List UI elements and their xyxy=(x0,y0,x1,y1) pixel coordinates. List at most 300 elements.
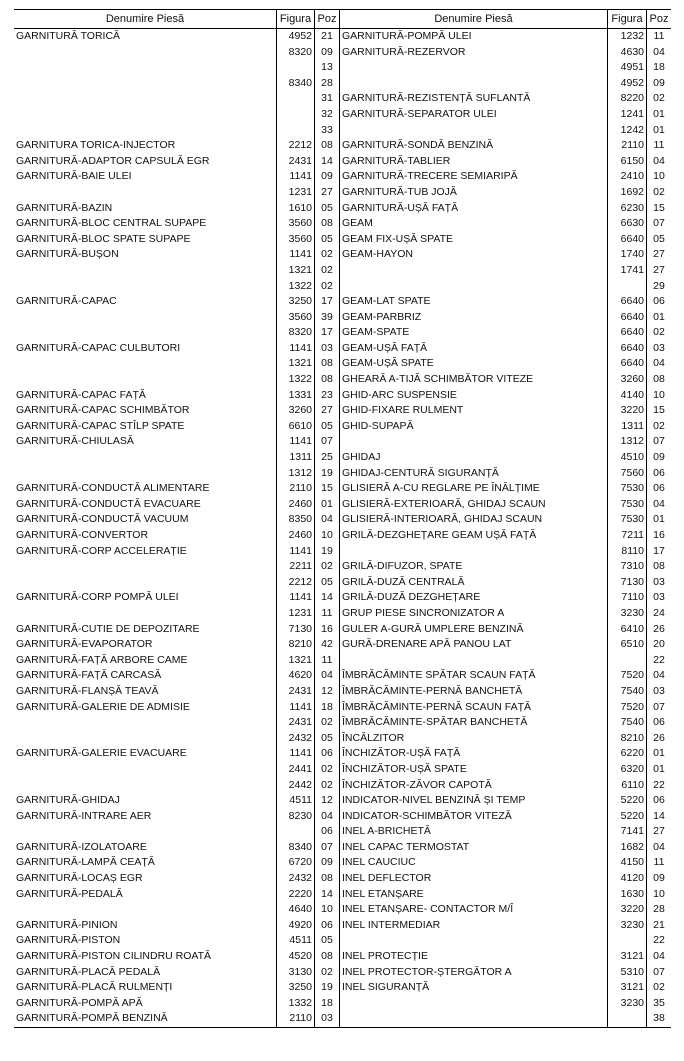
right-position-number-cell: 04 xyxy=(647,356,672,372)
table-row xyxy=(14,512,671,528)
right-part-name-cell: GHID-ARC SUSPENSIE xyxy=(342,388,457,401)
left-figure-number-cell: 1141 xyxy=(277,247,315,263)
left-position-number-cell: 10 xyxy=(315,902,340,918)
right-figure-number-cell xyxy=(608,1011,647,1027)
left-part-name-cell: GARNITURĂ-CAPAC SCHIMBĂTOR xyxy=(16,404,190,417)
left-figure-number-cell xyxy=(277,60,315,76)
right-position-number-cell: 26 xyxy=(647,731,672,747)
left-figure-number-cell: 3260 xyxy=(277,403,315,419)
left-part-name-cell: GARNITURĂ-CAPAC STÎLP SPATE xyxy=(16,419,185,432)
left-position-number-cell: 10 xyxy=(315,528,340,544)
right-position-number-cell: 03 xyxy=(647,341,672,357)
right-figure-number-cell: 6230 xyxy=(608,201,647,217)
right-figure-number-cell: 7560 xyxy=(608,466,647,482)
left-position-number-cell: 33 xyxy=(315,123,340,139)
left-figure-number-cell: 3560 xyxy=(277,232,315,248)
table-row xyxy=(14,419,671,435)
table-row xyxy=(14,715,671,731)
right-figure-number-cell: 2110 xyxy=(608,138,647,154)
right-figure-number-cell: 8110 xyxy=(608,544,647,560)
right-position-number-cell: 22 xyxy=(647,653,672,669)
left-position-number-cell: 14 xyxy=(315,154,340,170)
right-name-header: Denumire Piesă xyxy=(340,10,608,29)
left-part-name-cell: GARNITURĂ-CONDUCTĂ VACUUM xyxy=(16,513,189,526)
right-position-number-cell: 01 xyxy=(647,746,672,762)
left-part-name-cell: GARNITURĂ-BLOC SPATE SUPAPE xyxy=(16,232,191,245)
right-position-header: Poz xyxy=(647,10,672,29)
parts-index-page xyxy=(14,9,671,1028)
right-part-name-cell: GARNITURĂ-TABLIER xyxy=(342,154,451,167)
left-figure-number-cell: 4952 xyxy=(277,29,315,45)
right-position-number-cell: 14 xyxy=(647,809,672,825)
left-figure-number-cell: 2432 xyxy=(277,871,315,887)
right-position-number-cell: 11 xyxy=(647,855,672,871)
right-position-number-cell: 24 xyxy=(647,606,672,622)
left-part-name-cell xyxy=(14,185,277,201)
right-part-name-cell: GRUP PIESE SINCRONIZATOR A xyxy=(342,606,505,619)
right-position-number-cell: 21 xyxy=(647,918,672,934)
right-part-name-cell: ÎNCĂLZITOR xyxy=(342,731,405,744)
left-position-number-cell: 12 xyxy=(315,684,340,700)
right-part-name-cell xyxy=(340,653,608,669)
right-part-name-cell: GARNITURĂ-REZERVOR xyxy=(342,45,466,58)
table-row xyxy=(14,559,671,575)
table-row xyxy=(14,341,671,357)
right-part-name-cell: ÎNCHIZĂTOR-UȘĂ FAȚĂ xyxy=(342,747,461,760)
left-part-name-cell xyxy=(14,325,277,341)
left-position-number-cell: 27 xyxy=(315,185,340,201)
left-figure-number-cell: 1322 xyxy=(277,372,315,388)
left-part-name-cell: GARNITURĂ-CONVERTOR xyxy=(16,529,149,541)
right-figure-number-cell: 4120 xyxy=(608,871,647,887)
left-part-name-cell xyxy=(14,372,277,388)
right-position-number-cell: 07 xyxy=(647,965,672,981)
right-part-name-cell: GEAM xyxy=(342,217,373,230)
left-position-number-cell: 06 xyxy=(315,746,340,762)
table-row xyxy=(14,933,671,949)
right-part-name-cell: GEAM-LAT SPATE xyxy=(342,295,431,308)
table-row xyxy=(14,746,671,762)
right-part-name-cell: GARNITURĂ-SONDĂ BENZINĂ xyxy=(342,139,494,152)
right-part-name-cell: INEL PROTECTOR-ȘTERGĂTOR A xyxy=(342,965,512,978)
right-figure-number-cell: 4140 xyxy=(608,388,647,404)
right-figure-number-cell xyxy=(608,653,647,669)
left-part-name-cell: GARNITURĂ-POMPĂ APĂ xyxy=(16,996,143,1009)
right-position-number-cell: 02 xyxy=(647,325,672,341)
table-row xyxy=(14,388,671,404)
left-position-number-cell: 08 xyxy=(315,138,340,154)
right-figure-number-cell: 4630 xyxy=(608,45,647,61)
table-row xyxy=(14,247,671,263)
left-position-header: Poz xyxy=(315,10,340,29)
left-part-name-cell: GARNITURĂ TORICĂ xyxy=(16,30,121,42)
left-part-name-cell xyxy=(14,91,277,107)
left-part-name-cell xyxy=(14,466,277,482)
left-part-name-cell xyxy=(14,778,277,794)
right-part-name-cell: INEL A-BRICHETĂ xyxy=(342,825,431,838)
left-part-name-cell: GARNITURĂ-ADAPTOR CAPSULĂ EGR xyxy=(16,154,210,167)
left-position-number-cell: 02 xyxy=(315,762,340,778)
left-position-number-cell: 05 xyxy=(315,201,340,217)
right-figure-number-cell: 6640 xyxy=(608,232,647,248)
right-position-number-cell: 07 xyxy=(647,700,672,716)
left-position-number-cell: 19 xyxy=(315,466,340,482)
table-row xyxy=(14,622,671,638)
table-row xyxy=(14,996,671,1012)
right-figure-number-cell: 8210 xyxy=(608,731,647,747)
left-part-name-cell xyxy=(14,310,277,326)
right-part-name-cell: GHEARĂ A-TIJĂ SCHIMBĂTOR VITEZE xyxy=(342,373,534,386)
right-part-name-cell: GARNITURĂ-REZISTENȚĂ SUFLANTĂ xyxy=(342,92,531,105)
table-row xyxy=(14,45,671,61)
right-figure-number-cell: 8220 xyxy=(608,91,647,107)
right-position-number-cell: 04 xyxy=(647,497,672,513)
left-part-name-cell: GARNITURĂ-CORP POMPĂ ULEI xyxy=(16,591,179,604)
right-position-number-cell: 38 xyxy=(647,1011,672,1027)
right-position-number-cell: 04 xyxy=(647,45,672,61)
right-figure-number-cell: 6220 xyxy=(608,746,647,762)
right-part-name-cell xyxy=(340,996,608,1012)
left-figure-number-cell: 4520 xyxy=(277,949,315,965)
left-part-name-cell xyxy=(14,263,277,279)
right-part-name-cell: GHID-SUPAPĂ xyxy=(342,419,414,432)
right-figure-number-cell xyxy=(608,279,647,295)
table-row xyxy=(14,544,671,560)
table-row xyxy=(14,169,671,185)
left-part-name-cell: GARNITURĂ-CONDUCTĂ EVACUARE xyxy=(16,497,201,510)
left-part-name-cell xyxy=(14,824,277,840)
right-figure-number-cell: 4951 xyxy=(608,60,647,76)
left-figure-number-cell: 1321 xyxy=(277,653,315,669)
right-part-name-cell: GEAM-SPATE xyxy=(342,326,410,339)
right-figure-number-cell: 6640 xyxy=(608,294,647,310)
right-part-name-cell xyxy=(340,279,608,295)
table-row xyxy=(14,76,671,92)
left-part-name-cell: GARNITURĂ-PLACĂ PEDALĂ xyxy=(16,965,161,978)
table-row xyxy=(14,325,671,341)
left-position-number-cell: 03 xyxy=(315,1011,340,1027)
left-position-number-cell: 21 xyxy=(315,29,340,45)
left-figure-number-cell: 1231 xyxy=(277,185,315,201)
left-part-name-cell xyxy=(14,123,277,139)
left-figure-number-cell: 6720 xyxy=(277,855,315,871)
right-figure-number-cell: 3220 xyxy=(608,403,647,419)
right-part-name-cell: GEAM-UȘĂ SPATE xyxy=(342,357,434,370)
table-row xyxy=(14,232,671,248)
left-part-name-cell: GARNITURĂ-CUTIE DE DEPOZITARE xyxy=(16,622,200,635)
table-row xyxy=(14,778,671,794)
left-position-number-cell: 05 xyxy=(315,575,340,591)
right-position-number-cell: 05 xyxy=(647,232,672,248)
left-part-name-cell: GARNITURĂ-EVAPORATOR xyxy=(16,638,153,651)
left-position-number-cell: 08 xyxy=(315,871,340,887)
left-part-name-cell: GARNITURA TORICA-INJECTOR xyxy=(16,139,176,152)
table-row xyxy=(14,263,671,279)
left-figure-number-cell: 6610 xyxy=(277,419,315,435)
right-part-name-cell: INDICATOR-NIVEL BENZINĂ ȘI TEMP xyxy=(342,794,526,807)
right-position-number-cell: 03 xyxy=(647,575,672,591)
right-figure-number-cell: 6410 xyxy=(608,622,647,638)
left-figure-number-cell: 8320 xyxy=(277,325,315,341)
right-part-name-cell: GHID-FIXARE RULMENT xyxy=(342,404,464,417)
right-position-number-cell: 02 xyxy=(647,185,672,201)
left-figure-number-cell: 8340 xyxy=(277,840,315,856)
left-position-number-cell: 42 xyxy=(315,637,340,653)
left-figure-number-cell: 8210 xyxy=(277,637,315,653)
left-position-number-cell: 08 xyxy=(315,356,340,372)
left-position-number-cell: 05 xyxy=(315,232,340,248)
table-row xyxy=(14,965,671,981)
left-part-name-cell xyxy=(14,279,277,295)
table-row xyxy=(14,481,671,497)
right-figure-number-cell: 6640 xyxy=(608,341,647,357)
right-position-number-cell: 04 xyxy=(647,840,672,856)
right-part-name-cell: INEL PROTECȚIE xyxy=(342,950,428,963)
table-row xyxy=(14,871,671,887)
table-row xyxy=(14,918,671,934)
right-part-name-cell: INEL ETANȘARE- CONTACTOR M/Î xyxy=(342,903,514,916)
left-figure-number-cell: 1311 xyxy=(277,450,315,466)
left-part-name-cell: GARNITURĂ-FLANȘĂ TEAVĂ xyxy=(16,684,159,697)
right-figure-number-cell: 1242 xyxy=(608,123,647,139)
right-part-name-cell: GEAM-HAYON xyxy=(342,248,413,261)
left-figure-number-cell: 4920 xyxy=(277,918,315,934)
left-position-number-cell: 11 xyxy=(315,653,340,669)
table-row xyxy=(14,403,671,419)
left-figure-number-cell: 8230 xyxy=(277,809,315,825)
left-position-number-cell: 19 xyxy=(315,980,340,996)
left-position-number-cell: 39 xyxy=(315,310,340,326)
table-row xyxy=(14,107,671,123)
left-figure-number-cell: 1321 xyxy=(277,356,315,372)
left-figure-number-cell: 2431 xyxy=(277,154,315,170)
table-row xyxy=(14,279,671,295)
table-body xyxy=(14,29,671,1028)
right-position-number-cell: 27 xyxy=(647,263,672,279)
right-part-name-cell: ÎNCHIZĂTOR-UȘĂ SPATE xyxy=(342,762,467,775)
right-position-number-cell: 03 xyxy=(647,684,672,700)
right-figure-number-cell: 7130 xyxy=(608,575,647,591)
right-part-name-cell: GEAM-UȘĂ FAȚĂ xyxy=(342,341,428,354)
right-position-number-cell: 15 xyxy=(647,201,672,217)
table-row xyxy=(14,450,671,466)
right-figure-number-cell: 6630 xyxy=(608,216,647,232)
left-figure-number-cell: 8340 xyxy=(277,76,315,92)
left-position-number-cell: 28 xyxy=(315,76,340,92)
right-figure-number-cell: 3230 xyxy=(608,606,647,622)
left-part-name-cell: GARNITURĂ-LOCAȘ EGR xyxy=(16,872,143,885)
right-part-name-cell xyxy=(340,123,608,139)
left-part-name-cell: GARNITURĂ-CORP ACCELERAȚIE xyxy=(16,544,187,557)
left-figure-number-cell: 4620 xyxy=(277,668,315,684)
left-position-number-cell: 04 xyxy=(315,809,340,825)
left-position-number-cell: 16 xyxy=(315,622,340,638)
table-row xyxy=(14,372,671,388)
left-part-name-cell xyxy=(14,60,277,76)
left-position-number-cell: 19 xyxy=(315,544,340,560)
right-figure-number-cell: 6640 xyxy=(608,356,647,372)
left-part-name-cell xyxy=(14,606,277,622)
left-part-name-cell: GARNITURĂ-CAPAC CULBUTORI xyxy=(16,341,181,354)
left-part-name-cell xyxy=(14,902,277,918)
right-figure-number-cell: 1312 xyxy=(608,434,647,450)
left-figure-number-cell: 2442 xyxy=(277,778,315,794)
table-row xyxy=(14,294,671,310)
left-part-name-cell: GARNITURĂ-IZOLATOARE xyxy=(16,840,147,853)
left-position-number-cell: 32 xyxy=(315,107,340,123)
left-position-number-cell: 14 xyxy=(315,590,340,606)
table-row xyxy=(14,980,671,996)
left-position-number-cell: 15 xyxy=(315,481,340,497)
right-figure-number-cell: 6320 xyxy=(608,762,647,778)
left-figure-number-cell xyxy=(277,824,315,840)
left-figure-number-cell: 2441 xyxy=(277,762,315,778)
left-figure-number-cell: 1321 xyxy=(277,263,315,279)
left-part-name-cell: GARNITURĂ-INTRARE AER xyxy=(16,809,152,822)
left-figure-number-cell: 4640 xyxy=(277,902,315,918)
left-position-number-cell: 02 xyxy=(315,263,340,279)
right-part-name-cell: GURĂ-DRENARE APĂ PANOU LAT xyxy=(342,638,512,651)
left-position-number-cell: 27 xyxy=(315,403,340,419)
left-part-name-cell xyxy=(14,76,277,92)
table-header-row xyxy=(14,10,671,29)
left-figure-number-cell: 1610 xyxy=(277,201,315,217)
right-figure-number-cell: 1630 xyxy=(608,887,647,903)
left-position-number-cell: 13 xyxy=(315,60,340,76)
left-position-number-cell: 06 xyxy=(315,918,340,934)
right-part-name-cell: GARNITURĂ-SEPARATOR ULEI xyxy=(342,107,497,120)
table-row xyxy=(14,216,671,232)
left-part-name-cell: GARNITURĂ-GHIDAJ xyxy=(16,794,120,807)
left-position-number-cell: 31 xyxy=(315,91,340,107)
right-part-name-cell: INEL INTERMEDIAR xyxy=(342,918,441,931)
table-row xyxy=(14,497,671,513)
right-part-name-cell: GEAM FIX-UȘĂ SPATE xyxy=(342,232,454,245)
right-position-number-cell: 06 xyxy=(647,793,672,809)
right-figure-number-cell: 7540 xyxy=(608,684,647,700)
left-figure-number-cell: 1331 xyxy=(277,388,315,404)
right-figure-number-cell xyxy=(608,933,647,949)
left-part-name-cell: GARNITURĂ-CAPAC FAȚĂ xyxy=(16,388,146,401)
table-row xyxy=(14,185,671,201)
right-figure-number-cell: 5220 xyxy=(608,809,647,825)
right-position-number-cell: 06 xyxy=(647,715,672,731)
left-part-name-cell: GARNITURĂ-CONDUCTĂ ALIMENTARE xyxy=(16,482,210,495)
right-part-name-cell: GARNITURĂ-TUB JOJĂ xyxy=(342,185,457,198)
left-position-number-cell: 17 xyxy=(315,294,340,310)
right-figure-number-cell: 7110 xyxy=(608,590,647,606)
left-figure-number-cell: 1231 xyxy=(277,606,315,622)
table-row xyxy=(14,310,671,326)
right-figure-number-cell: 6640 xyxy=(608,325,647,341)
right-figure-number-cell: 3260 xyxy=(608,372,647,388)
left-figure-number-cell xyxy=(277,91,315,107)
right-part-name-cell: GHIDAJ-CENTURĂ SIGURANȚĂ xyxy=(342,466,499,479)
table-row xyxy=(14,1011,671,1027)
left-position-number-cell: 02 xyxy=(315,778,340,794)
right-figure-number-cell: 3220 xyxy=(608,902,647,918)
left-figure-number-cell: 1141 xyxy=(277,590,315,606)
right-figure-number-cell: 3230 xyxy=(608,918,647,934)
left-part-name-cell: GARNITURĂ-LAMPĂ CEAȚĂ xyxy=(16,856,155,869)
right-part-name-cell: GRILĂ-DUZĂ DEZGHEȚARE xyxy=(342,591,481,604)
right-position-number-cell: 01 xyxy=(647,107,672,123)
right-position-number-cell: 28 xyxy=(647,902,672,918)
left-part-name-cell: GARNITURĂ-BLOC CENTRAL SUPAPE xyxy=(16,217,207,230)
left-position-number-cell: 02 xyxy=(315,965,340,981)
table-row xyxy=(14,138,671,154)
left-part-name-cell xyxy=(14,575,277,591)
right-figure-number-cell: 1682 xyxy=(608,840,647,856)
right-part-name-cell xyxy=(340,544,608,560)
right-position-number-cell: 04 xyxy=(647,154,672,170)
right-position-number-cell: 01 xyxy=(647,310,672,326)
right-position-number-cell: 10 xyxy=(647,388,672,404)
right-figure-number-cell: 7211 xyxy=(608,528,647,544)
right-figure-number-cell: 1740 xyxy=(608,247,647,263)
left-figure-number-cell: 2431 xyxy=(277,684,315,700)
left-part-name-cell: GARNITURĂ-FAȚĂ ARBORE CAME xyxy=(16,653,188,666)
right-position-number-cell: 17 xyxy=(647,544,672,560)
right-figure-number-cell: 6110 xyxy=(608,778,647,794)
left-position-number-cell: 04 xyxy=(315,668,340,684)
left-part-name-cell xyxy=(14,559,277,575)
right-figure-number-cell: 7530 xyxy=(608,512,647,528)
left-position-number-cell: 02 xyxy=(315,279,340,295)
left-part-name-cell: GARNITURĂ-BAIE ULEI xyxy=(16,170,132,183)
table-row xyxy=(14,29,671,45)
right-position-number-cell: 04 xyxy=(647,668,672,684)
left-part-name-cell: GARNITURĂ-PISTON xyxy=(16,934,121,947)
right-position-number-cell: 09 xyxy=(647,76,672,92)
right-part-name-cell xyxy=(340,60,608,76)
left-position-number-cell: 07 xyxy=(315,434,340,450)
left-figure-number-cell: 1332 xyxy=(277,996,315,1012)
right-part-name-cell xyxy=(340,263,608,279)
table-row xyxy=(14,668,671,684)
right-position-number-cell: 10 xyxy=(647,169,672,185)
left-figure-number-cell: 3250 xyxy=(277,980,315,996)
right-position-number-cell: 06 xyxy=(647,481,672,497)
left-position-number-cell: 09 xyxy=(315,45,340,61)
left-figure-number-cell: 7130 xyxy=(277,622,315,638)
left-position-number-cell: 05 xyxy=(315,933,340,949)
right-figure-number-cell: 4952 xyxy=(608,76,647,92)
left-part-name-cell xyxy=(14,715,277,731)
right-position-number-cell: 07 xyxy=(647,216,672,232)
left-figure-number-cell: 2220 xyxy=(277,887,315,903)
right-position-number-cell: 29 xyxy=(647,279,672,295)
right-position-number-cell: 08 xyxy=(647,372,672,388)
left-figure-number-cell: 1141 xyxy=(277,169,315,185)
left-part-name-cell: GARNITURĂ-POMPĂ BENZINĂ xyxy=(14,1011,277,1027)
right-figure-number-cell: 1311 xyxy=(608,419,647,435)
right-figure-number-cell: 6510 xyxy=(608,637,647,653)
left-part-name-cell: GARNITURĂ-PEDALĂ xyxy=(16,887,123,900)
right-figure-number-cell: 7540 xyxy=(608,715,647,731)
left-part-name-cell xyxy=(14,762,277,778)
right-position-number-cell: 06 xyxy=(647,466,672,482)
right-position-number-cell: 03 xyxy=(647,590,672,606)
right-part-name-cell: GARNITURĂ-UȘĂ FAȚĂ xyxy=(342,201,459,214)
right-figure-number-cell: 5310 xyxy=(608,965,647,981)
table-row xyxy=(14,855,671,871)
table-row xyxy=(14,887,671,903)
left-position-number-cell: 03 xyxy=(315,341,340,357)
left-figure-header: Figura xyxy=(277,10,315,29)
left-figure-number-cell: 8350 xyxy=(277,512,315,528)
table-row xyxy=(14,466,671,482)
